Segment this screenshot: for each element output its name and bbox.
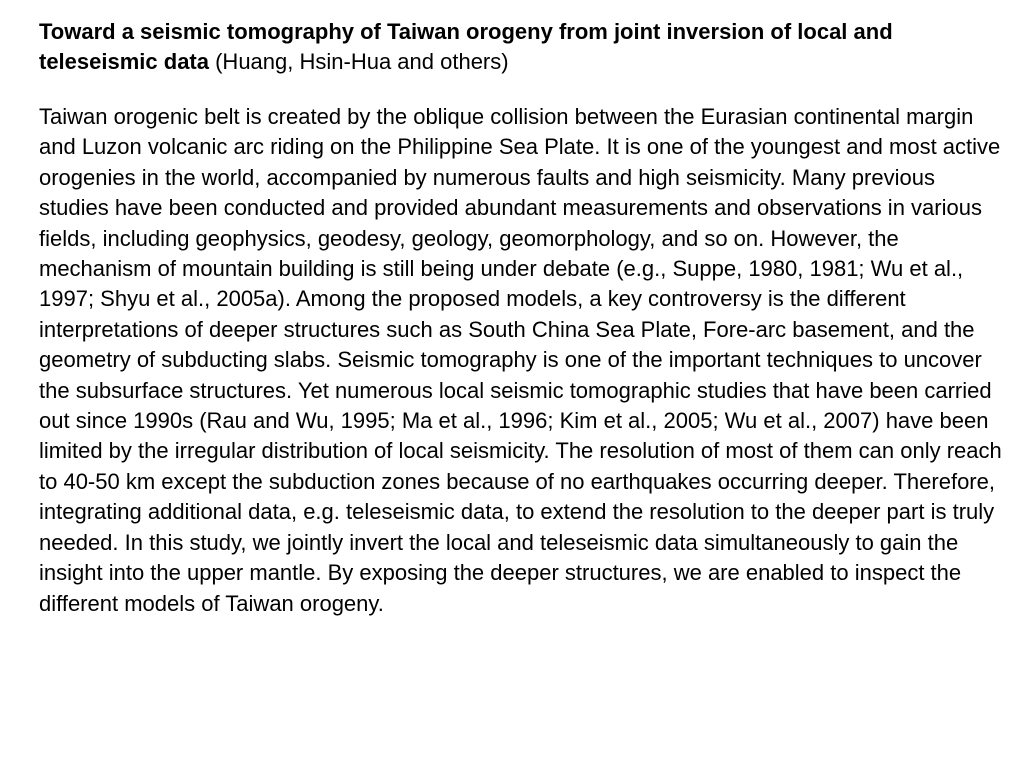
paper-authors: (Huang, Hsin-Hua and others) bbox=[215, 49, 509, 74]
abstract-paragraph: Taiwan orogenic belt is created by the oblique collision between the Eurasian continental margin and Luzon volcanic arc riding on the Philippine Sea Plate. It is one of the youngest and most active orogenies in the world, accompanied by numerous faults and high seismicity. Many previous studies have been conducted and provided abundant measurements and observations in various fields, including geophysics, geodesy, geology, geomorphology, and so on. However, the mechanism of mountain building is still being under debate (e.g., Suppe, 1980, 1981; Wu et al., 1997; Shyu et al., 2005a). Among the proposed models, a key controversy is the different interpretations of deeper structures such as South China Sea Plate, Fore-arc basement, and the geometry of subducting slabs. Seismic tomography is one of the important techniques to uncover the subsurface structures. Yet numerous local seismic tomographic studies that have been carried out since 1990s (Rau and Wu, 1995; Ma et al., 1996; Kim et al., 2005; Wu et al., 2007) have been limited by the irregular distribution of local seismicity. The resolution of most of them can only reach to 40-50 km except the subduction zones because of no earthquakes occurring deeper. Therefore, integrating additional data, e.g. teleseismic data, to extend the resolution to the deeper part is truly needed. In this study, we jointly invert the local and teleseismic data simultaneously to gain the insight into the upper mantle. By exposing the deeper structures, we are enabled to inspect the different models of Taiwan orogeny. bbox=[39, 104, 1002, 616]
title-block bbox=[39, 17, 1002, 77]
paper-title: Toward a seismic tomography of Taiwan orogeny from joint inversion of local and teleseismic data bbox=[39, 19, 893, 74]
